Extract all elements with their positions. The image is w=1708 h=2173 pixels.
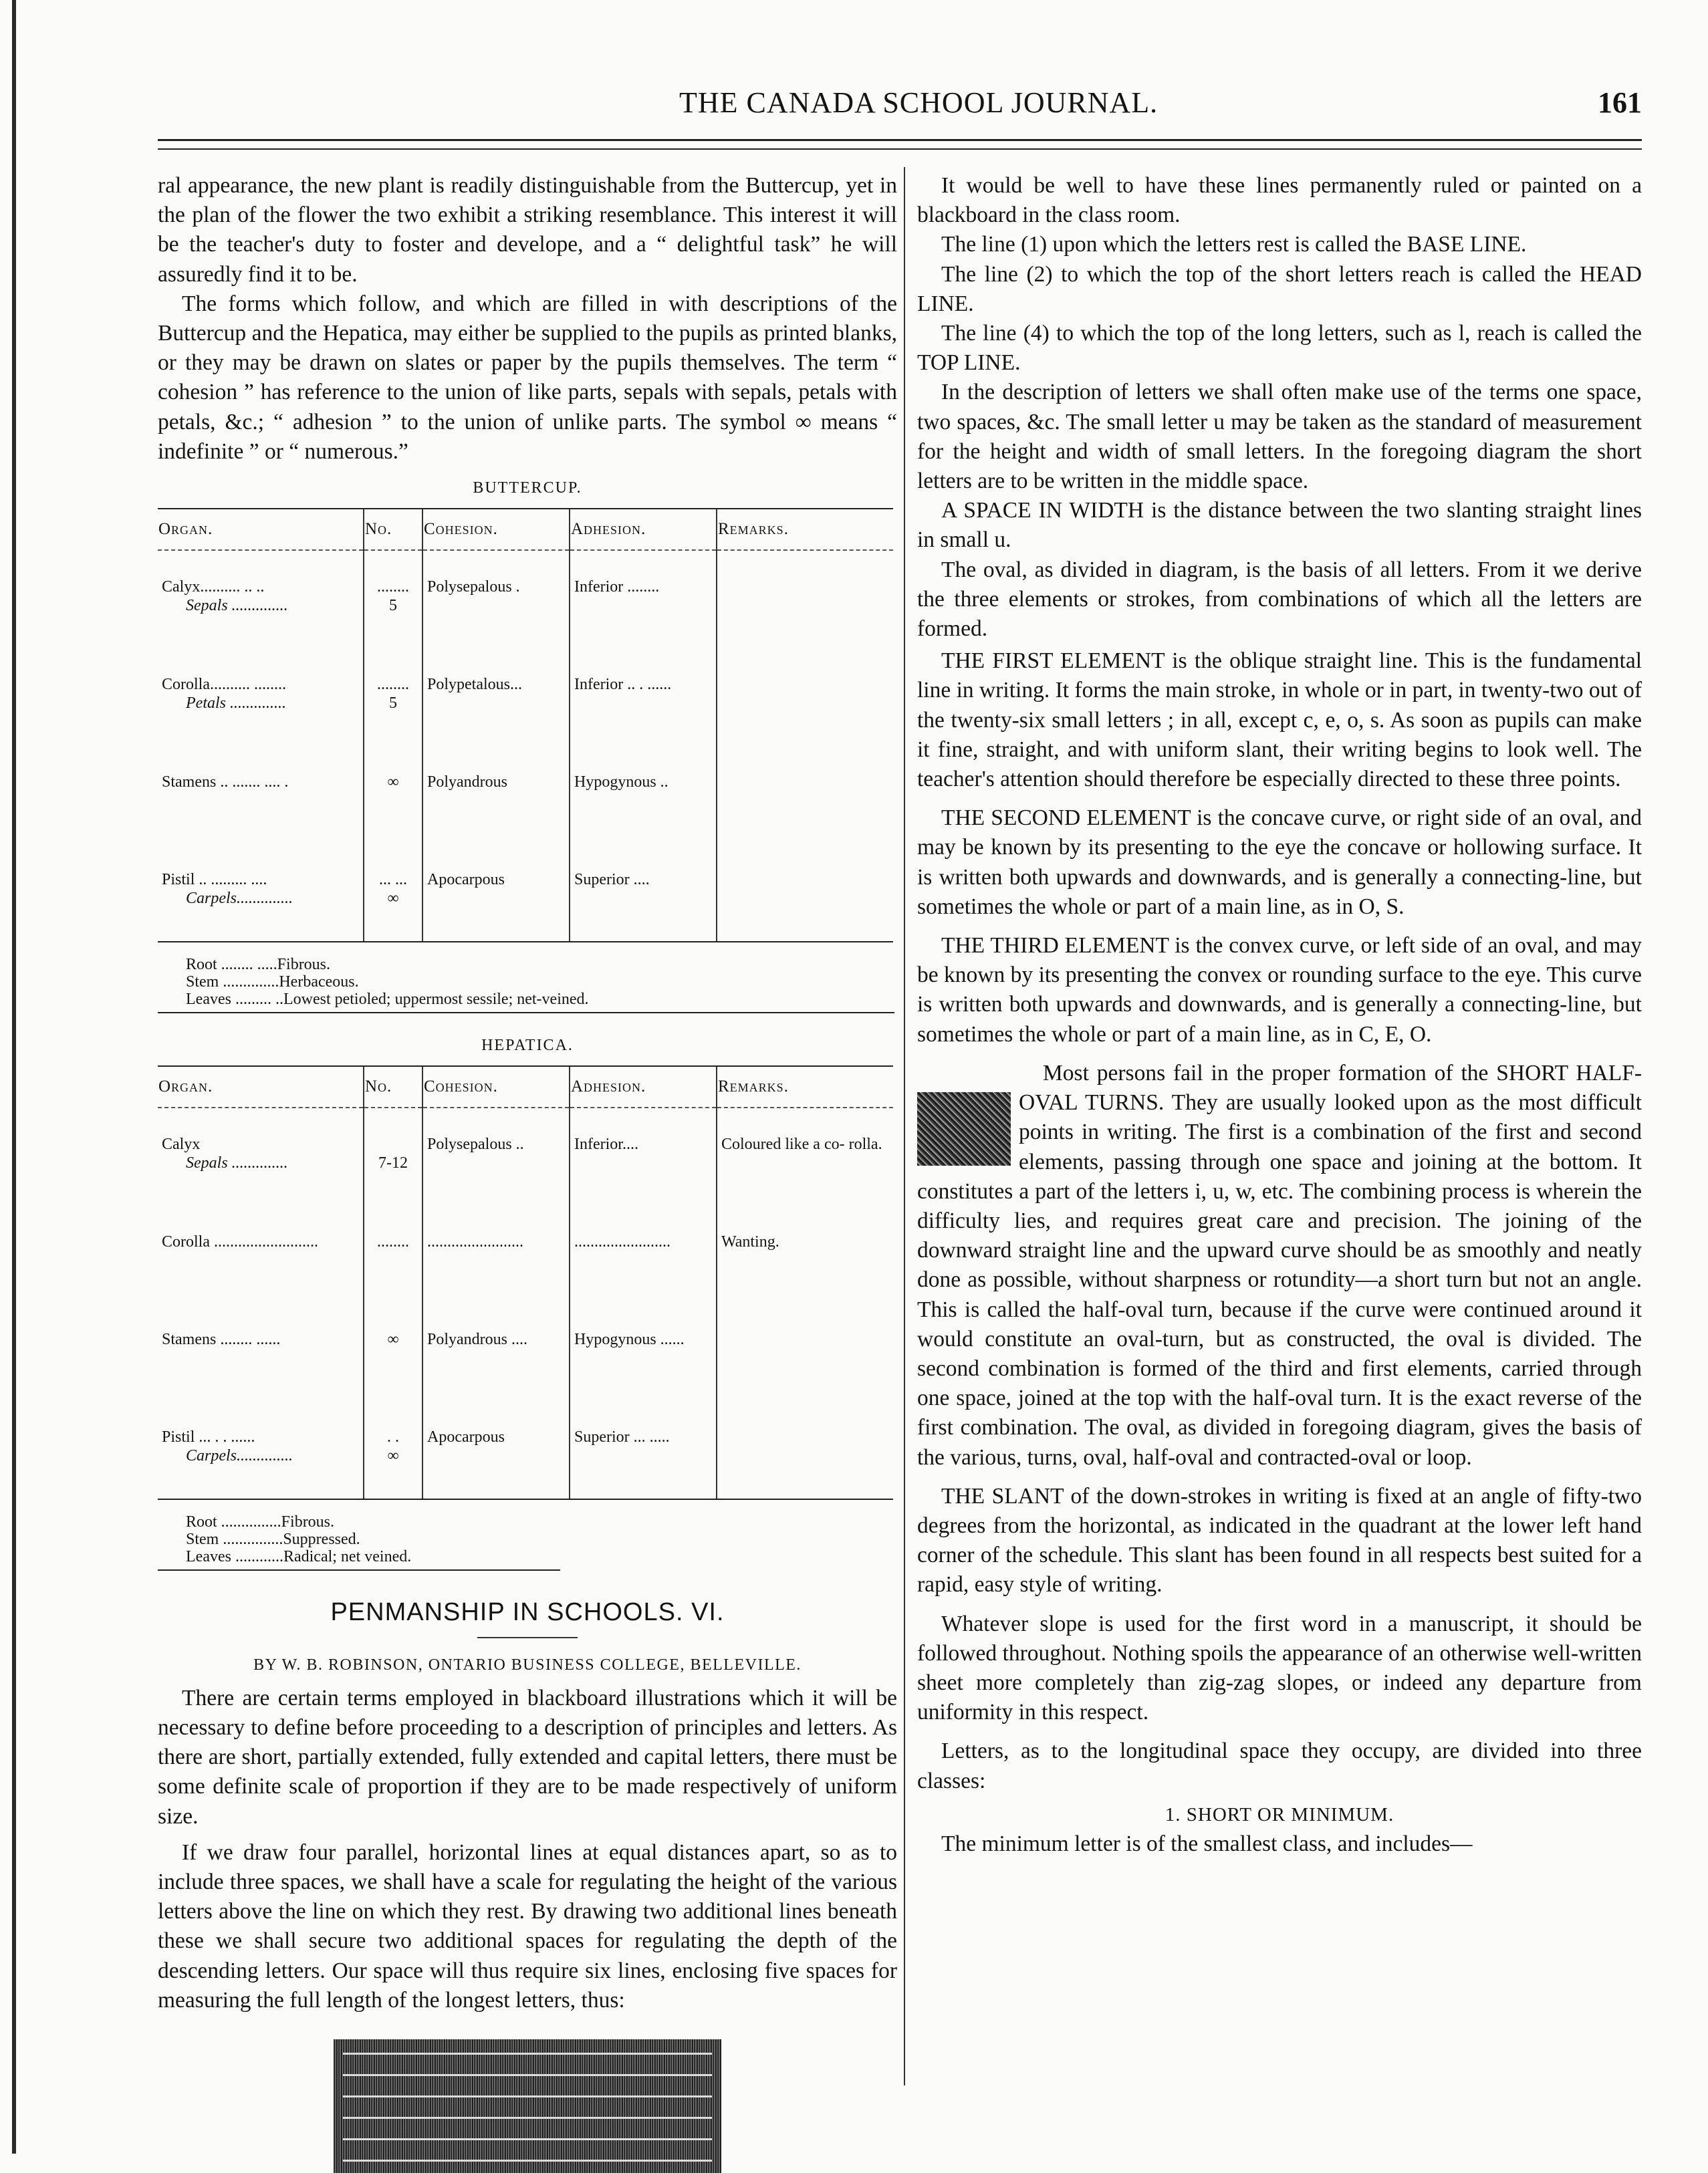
paragraph-6: A SPACE IN WIDTH is the distance between the two slanting straight lines in small u. <box>917 498 1642 553</box>
cohesion-cell: Polysepalous . <box>422 550 570 648</box>
ruled-lines-figure <box>334 2039 721 2173</box>
col-no: No. <box>364 1066 422 1108</box>
remarks-cell <box>717 746 893 844</box>
paragraph-5: In the description of letters we shall often make use of the terms one space, two spaces, &c. The small letter u may be taken as the standard of measurement for the height and width of small letters. In the foregoing diagram the short letters are to be written in the middle space. <box>917 380 1642 494</box>
organ-name: Pistil .. ......... .... <box>162 871 267 889</box>
remarks-cell <box>717 550 893 648</box>
stem-note: Stem ..............Herbaceous. <box>186 973 359 991</box>
organ-number: ........ <box>377 676 409 694</box>
stem-note: Stem ...............Suppressed. <box>186 1531 360 1549</box>
organ-part: Carpels.............. <box>186 890 293 908</box>
intro-paragraph-1: ral appearance, the new plant is readily distinguishable from the Buttercup, yet in the plan of the flower the two exhibit a striking resemblance. This interest it will be the teacher's duty to foster and develope, and a “ delightful task” he will assuredly find it to be. <box>158 173 897 287</box>
part-number: 5 <box>389 694 397 713</box>
organ-name: Stamens .. ....... .... . <box>162 773 289 791</box>
buttercup-title: BUTTERCUP. <box>473 479 582 497</box>
col-cohesion: Cohesion. <box>422 509 570 550</box>
buttercup-table <box>158 508 893 942</box>
part-number: 5 <box>389 597 397 615</box>
cohesion-cell: Polyandrous <box>422 746 570 844</box>
paragraph-9: THE SECOND ELEMENT is the concave curve, or right side of an oval, and may be known by its presenting to the eye the concave or hollowing surface. It is written both upwards and downwards, and is generally a connecting-line, but sometimes the whole or part of a main line, as in O, S. <box>917 805 1642 919</box>
organ-number: ∞ <box>387 1331 399 1349</box>
paragraph-10: THE THIRD ELEMENT is the convex curve, or left side of an oval, and may be known by its presenting the convex or rounding surface to the eye. This curve is written both upwards and downwards, and is generally a connecting-line, but sometimes the whole or part of a main line, as in C, E, O. <box>917 933 1642 1047</box>
root-note: Root ...............Fibrous. <box>186 1513 335 1531</box>
table-row <box>158 1206 893 1303</box>
col-remarks: Remarks. <box>717 509 893 550</box>
intro-paragraph-2: The forms which follow, and which are filled in with descriptions of the Buttercup and the Hepatica, may either be supplied to the pupils as printed blanks, or they may be drawn on slates or paper by the pupils themselves. The term “ cohesion ” has reference to the union of like parts, sepals with sepals, petals with petals, &c.; “ adhesion ” to the union of unlike parts. The symbol ∞ means “ indefinite ” or “ numerous.” <box>158 291 897 464</box>
col-organ: Organ. <box>158 509 364 550</box>
organ-number: ........ <box>377 1233 409 1251</box>
remarks-cell <box>717 844 893 942</box>
cohesion-cell: Polypetalous... <box>422 648 570 746</box>
table-row <box>158 844 893 942</box>
paragraph-14: Letters, as to the longitudinal space they occupy, are divided into three classes: <box>917 1739 1642 1793</box>
paragraph-15: The minimum letter is of the smallest class, and includes— <box>941 1831 1473 1856</box>
organ-part: Sepals .............. <box>186 1154 288 1172</box>
paragraph-7: The oval, as divided in diagram, is the basis of all letters. From it we derive the three elements or strokes, from combinations of which all the letters are formed. <box>917 557 1642 642</box>
table-header-row <box>158 509 893 550</box>
remarks-cell <box>717 1303 893 1401</box>
organ-name: Calyx <box>162 1136 201 1154</box>
page-header <box>158 86 1642 126</box>
col-adhesion: Adhesion. <box>570 509 717 550</box>
paragraph-11: Most persons fail in the proper formation of the SHORT HALF-OVAL TURNS. They are usually looked upon as the most difficult points in writing. The first is a combination of the first and second elements, passing through one space and joining at the bottom. It constitutes a part of the letters i, u, w, etc. The combining process is wherein the difficulty lies, and requires great care and precision. The joining of the downward straight line and the upward curve should be as smoothly and neatly done as possible, without sharpness or rotundity—a short turn but not an angle. This is called the half-oval turn, because if the curve were continued around it would constitute an oval-turn, but as constructed, the oval is divided. The second combination is formed of the third and first elements, carried through one space, joined at the top with the half-oval turn. It is the exact reverse of the first combination. The oval, as divided in foregoing diagram, gives the basis of the various, turns, oval, half-oval and contracted-oval or loop. <box>917 1060 1642 1470</box>
adhesion-cell: Superior ... ..... <box>570 1401 717 1499</box>
table-row <box>158 1303 893 1401</box>
col-organ: Organ. <box>158 1066 364 1108</box>
table-row <box>158 648 893 746</box>
right-column <box>917 171 1642 1859</box>
hepatica-title: HEPATICA. <box>481 1037 574 1055</box>
table-row <box>158 746 893 844</box>
cohesion-cell: Polyandrous .... <box>422 1303 570 1401</box>
organ-number: ... ... <box>379 871 407 889</box>
table-row <box>158 1108 893 1206</box>
leaves-note: Leaves ......... ..Lowest petioled; uppermost sessile; net-veined. <box>186 991 589 1009</box>
organ-name: Corolla.......... ........ <box>162 676 286 694</box>
page-number: 161 <box>1598 86 1642 119</box>
root-note: Root ........ .....Fibrous. <box>186 956 331 974</box>
adhesion-cell: Inferior ........ <box>570 550 717 648</box>
hepatica-notes <box>158 1513 560 1571</box>
left-column <box>158 171 897 2173</box>
class-heading: 1. SHORT OR MINIMUM. <box>1165 1803 1394 1825</box>
adhesion-cell: Inferior .. . ...... <box>570 648 717 746</box>
paragraph-3: The line (2) to which the top of the short letters reach is called the HEAD LINE. <box>917 261 1642 316</box>
cohesion-cell: Apocarpous <box>422 844 570 942</box>
organ-name: Calyx.......... .. .. <box>162 578 265 596</box>
first-combination-figure <box>917 1092 1011 1166</box>
remarks-cell <box>717 648 893 746</box>
title-rule <box>477 1637 578 1638</box>
article-paragraph-1: There are certain terms employed in blackboard illustrations which it will be necessary to define before proceeding to a description of principles and letters. As there are short, partially extended, fully extended and capital letters, there must be some definite scale of proportion if they are to be made respectively of uniform size. <box>158 1685 897 1829</box>
organ-number: ∞ <box>387 773 399 791</box>
table-header-row <box>158 1066 893 1108</box>
table-row <box>158 1401 893 1499</box>
organ-number: ........ <box>377 578 409 596</box>
col-no: No. <box>364 509 422 550</box>
paragraph-8: THE FIRST ELEMENT is the oblique straight line. This is the fundamental line in writing. It forms the main stroke, in whole or in part, in twenty-two out of the twenty-six small letters ; in all, except c, e, o, s. As soon as pupils can make it fine, straight, and with uniform slant, their writing begins to look well. The teacher's attention should therefore be especially directed to these three points. <box>917 648 1642 792</box>
paragraph-13: Whatever slope is used for the first word in a manuscript, it should be followed throughout. Nothing spoils the appearance of an otherwise well-written sheet more completely than zig-zag slopes, or indeed any departure from uniformity in this respect. <box>917 1611 1642 1725</box>
paragraph-12: THE SLANT of the down-strokes in writing is fixed at an angle of fifty-two degrees from the horizontal, as indicated in the quadrant at the lower left hand corner of the schedule. This slant has been found in all respects best suited for a rapid, easy style of writing. <box>917 1483 1642 1597</box>
article-byline: BY W. B. ROBINSON, ONTARIO BUSINESS COLLEGE, BELLEVILLE. <box>253 1656 802 1674</box>
paragraph-1: It would be well to have these lines permanently ruled or painted on a blackboard in the class room. <box>917 173 1642 228</box>
cohesion-cell: Apocarpous <box>422 1401 570 1499</box>
part-number: ∞ <box>387 1447 399 1465</box>
remarks-cell <box>717 1401 893 1499</box>
organ-name: Corolla .......................... <box>162 1233 318 1251</box>
header-rule-bottom <box>158 148 1642 150</box>
col-remarks: Remarks. <box>717 1066 893 1108</box>
organ-name: Pistil ... . . ...... <box>162 1428 255 1446</box>
cohesion-cell: Polysepalous .. <box>422 1108 570 1206</box>
col-adhesion: Adhesion. <box>570 1066 717 1108</box>
buttercup-notes <box>158 956 894 1013</box>
remarks-cell: Wanting. <box>717 1206 893 1303</box>
journal-title: THE CANADA SCHOOL JOURNAL. <box>679 86 1158 119</box>
organ-name: Stamens ........ ...... <box>162 1331 281 1349</box>
remarks-cell: Coloured like a co- rolla. <box>717 1108 893 1206</box>
paragraph-2: The line (1) upon which the letters rest is called the BASE LINE. <box>941 232 1527 257</box>
page-edge <box>12 0 16 2154</box>
hepatica-table <box>158 1065 893 1500</box>
adhesion-cell: Inferior.... <box>570 1108 717 1206</box>
header-rule-top <box>158 139 1642 141</box>
organ-number: . . <box>387 1428 399 1446</box>
table-row <box>158 550 893 648</box>
cohesion-cell: ........................ <box>422 1206 570 1303</box>
article-title: PENMANSHIP IN SCHOOLS. VI. <box>330 1598 725 1627</box>
organ-part: Sepals .............. <box>186 597 288 615</box>
organ-part: Carpels.............. <box>186 1447 293 1465</box>
adhesion-cell: ........................ <box>570 1206 717 1303</box>
organ-part: Petals .............. <box>186 694 286 713</box>
adhesion-cell: Hypogynous .. <box>570 746 717 844</box>
col-cohesion: Cohesion. <box>422 1066 570 1108</box>
column-divider <box>904 167 905 2085</box>
part-number: ∞ <box>387 890 399 908</box>
leaves-note: Leaves ............Radical; net veined. <box>186 1548 412 1566</box>
article-paragraph-2: If we draw four parallel, horizontal lines at equal distances apart, so as to include three spaces, we shall have a scale for regulating the height of the various letters above the line on which they rest. By drawing two additional lines beneath these we shall secure two additional spaces for regulating the depth of the descending letters. Our space will thus require six lines, enclosing five spaces for measuring the full length of the longest letters, thus: <box>158 1839 897 2013</box>
part-number: 7-12 <box>378 1154 408 1172</box>
adhesion-cell: Hypogynous ...... <box>570 1303 717 1401</box>
paragraph-4: The line (4) to which the top of the long letters, such as l, reach is called the TOP LINE. <box>917 321 1642 376</box>
adhesion-cell: Superior .... <box>570 844 717 942</box>
